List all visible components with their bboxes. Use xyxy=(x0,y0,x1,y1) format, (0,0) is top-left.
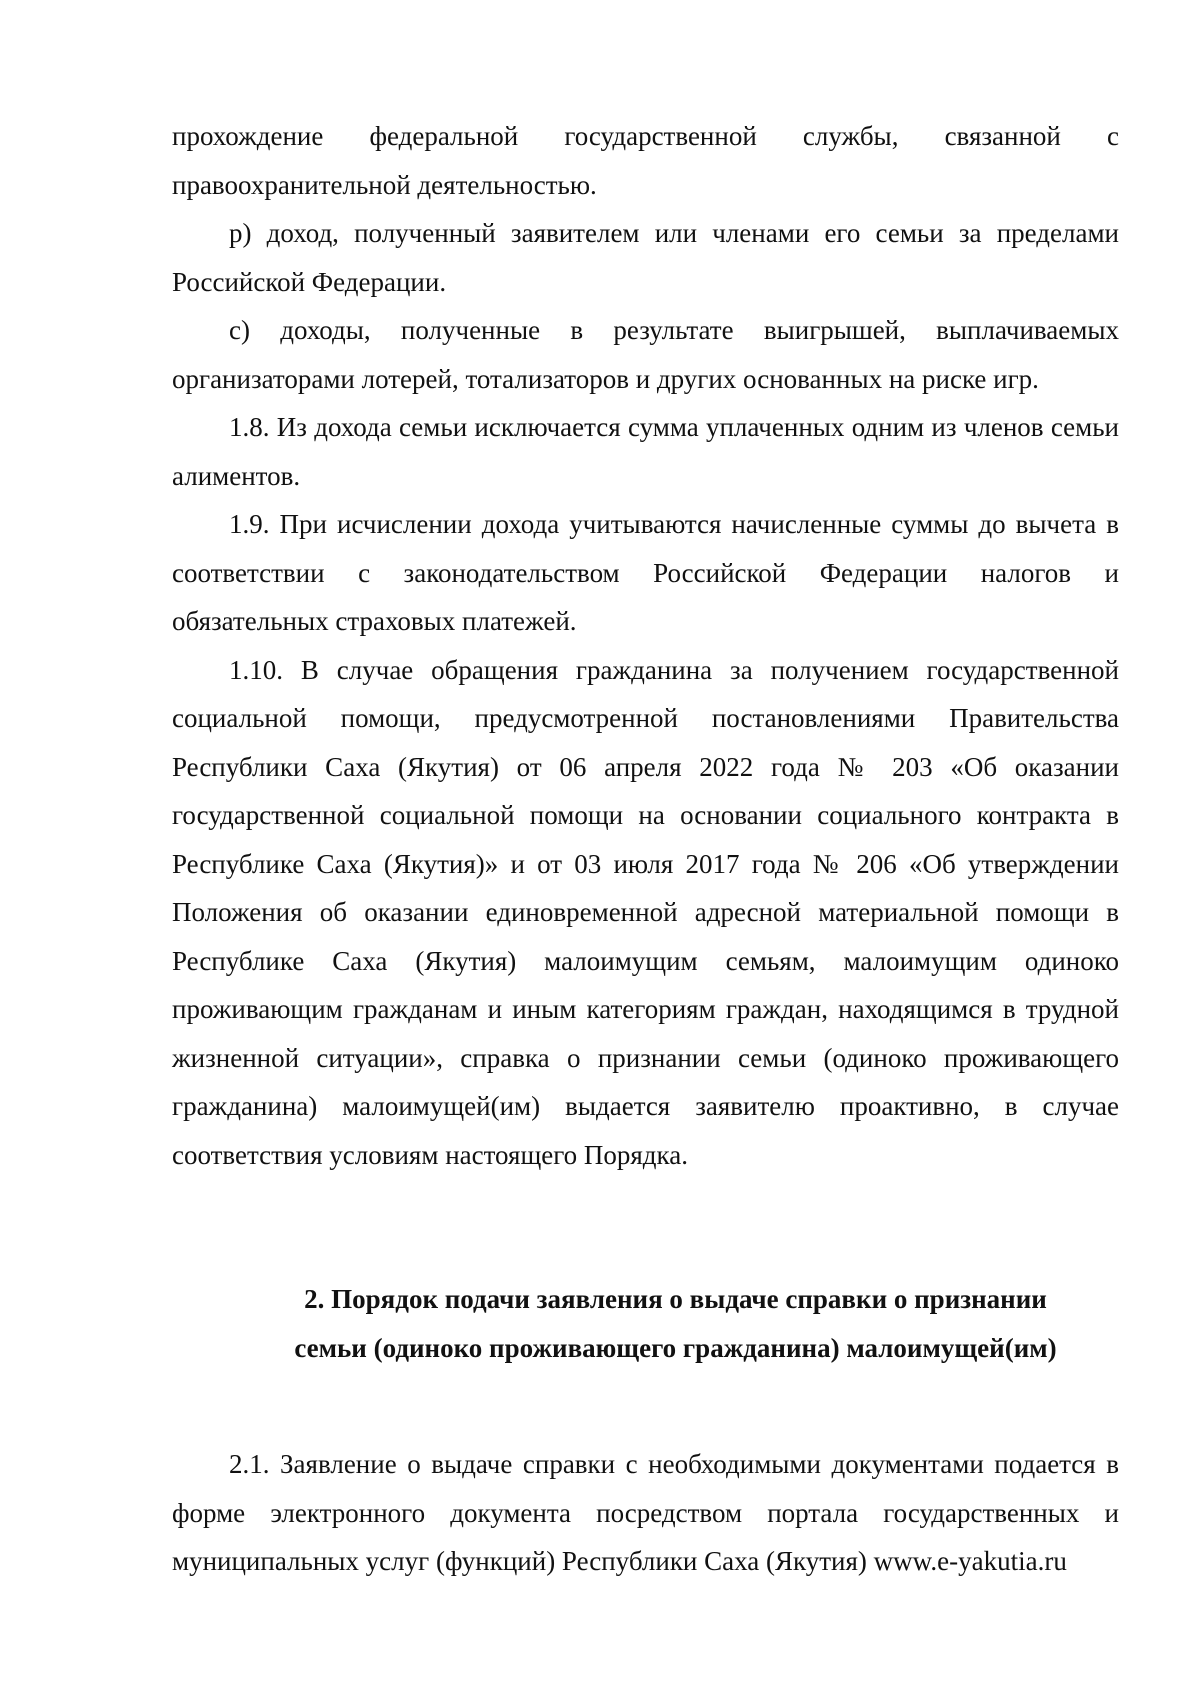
paragraph-1-10: 1.10. В случае обращения гражданина за получением государственной социальной помощи, предусмотренной постановлениями Правительства Республики Саха (Якутия) от 06 апреля 2022 года № 203 «Об оказании государственной социальной помощи на основании социального контракта в Республике Саха (Якутия)» и от 03 июля 2017 года № 206 «Об утверждении Положения об оказании единовременной адресной материальной помощи в Республике Саха (Якутия) малоимущим семьям, малоимущим одиноко проживающим гражданам и иным категориям граждан, находящимся в трудной жизненной ситуации», справка о признании семьи (одиноко проживающего гражданина) малоимущей(им) выдается заявителю проактивно, в случае соответствия условиям настоящего Порядка. xyxy=(172,654,1119,1170)
section-heading-line-2: семьи (одиноко проживающего гражданина) малоимущей(им) xyxy=(294,1333,1057,1363)
section-heading-line-1: 2. Порядок подачи заявления о выдаче справки о признании xyxy=(304,1284,1047,1314)
paragraph-item-s: с) доходы, полученные в результате выигрышей, выплачиваемых организаторами лотерей, тотализаторов и других основанных на риске игр. xyxy=(172,315,1119,394)
section-heading xyxy=(172,1275,1119,1373)
paragraph-item-r: р) доход, полученный заявителем или членами его семьи за пределами Российской Федерации. xyxy=(172,218,1119,297)
paragraph-1-8: 1.8. Из дохода семьи исключается сумма уплаченных одним из членов семьи алиментов. xyxy=(172,412,1119,491)
paragraph-continuation: прохождение федеральной государственной службы, связанной с правоохранительной деятельностью. xyxy=(172,121,1119,200)
paragraph-1-9: 1.9. При исчислении дохода учитываются начисленные суммы до вычета в соответствии с законодательством Российской Федерации налогов и обязательных страховых платежей. xyxy=(172,509,1119,636)
document-body xyxy=(172,112,1119,1586)
paragraph-2-1: 2.1. Заявление о выдаче справки с необходимыми документами подается в форме электронного документа посредством портала государственных и муниципальных услуг (функций) Республики Саха (Якутия) www.e-yakutia.ru xyxy=(172,1449,1119,1576)
